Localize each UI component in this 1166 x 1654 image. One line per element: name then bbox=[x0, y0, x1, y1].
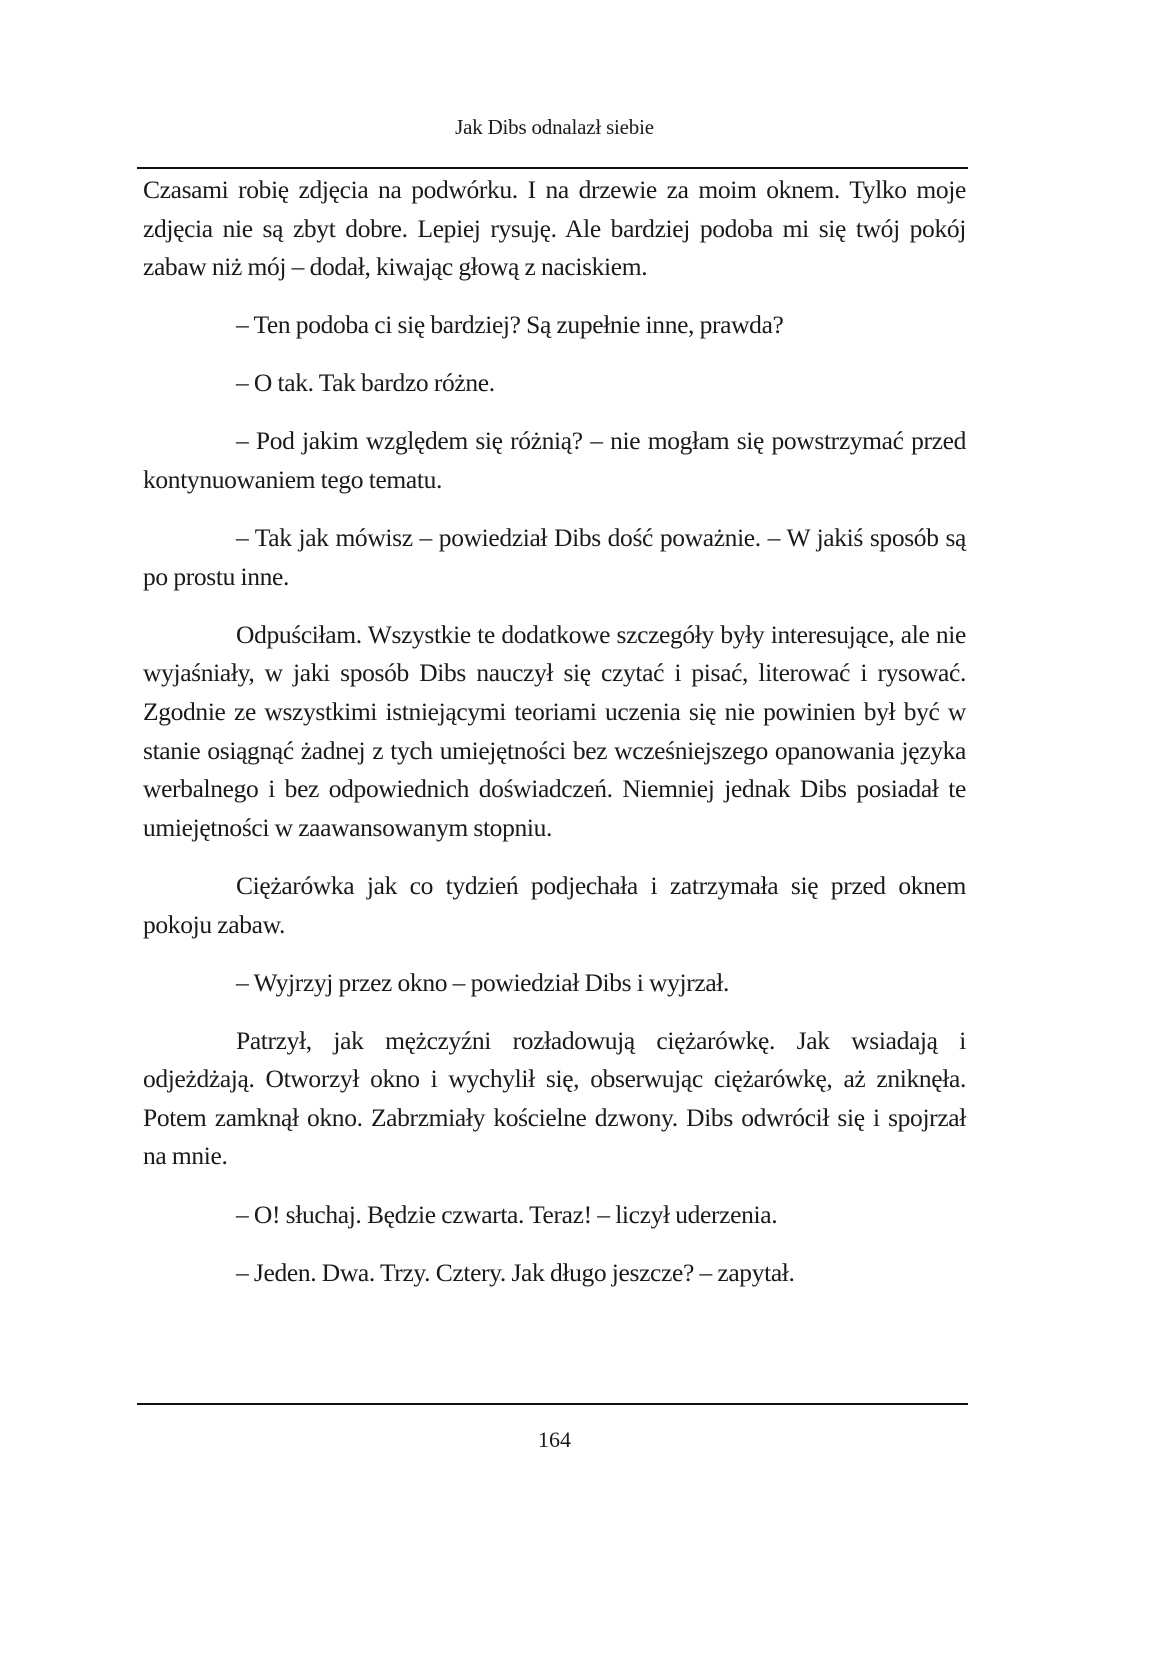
paragraph: Odpuściłam. Wszystkie te dodatkowe szczegóły były interesujące, ale nie wyjaśniały, w jaki sposób Dibs nauczył się czytać i pisać, literować i rysować. Zgodnie ze wszystkimi istniejącymi teoriami uczenia się nie powinien był być w stanie osiągnąć żadnej z tych umiejętności bez wcześniejszego opanowania języka werbalnego i bez odpowiednich doświadczeń. Niemniej jednak Dibs posiadał te umiejętności w zaawansowanym stopniu. bbox=[143, 619, 966, 842]
footer-rule bbox=[137, 1403, 968, 1405]
header-rule bbox=[137, 167, 968, 169]
dialogue-line: – Wyjrzyj przez okno – powiedział Dibs i wyjrzał. bbox=[236, 967, 730, 997]
paragraph: Ciężarówka jak co tydzień podjechała i zatrzymała się przed oknem pokoju zabaw. bbox=[143, 870, 966, 939]
dialogue-line: – Pod jakim względem się różnią? – nie mogłam się powstrzymać przed kontynuowaniem tego tematu. bbox=[143, 426, 966, 495]
dialogue-line: – Ten podoba ci się bardziej? Są zupełnie inne, prawda? bbox=[236, 310, 784, 340]
paragraph: Patrzył, jak mężczyźni rozładowują ciężarówkę. Jak wsiadają i odjeżdżają. Otworzył okno i wychylił się, obserwując ciężarówkę, aż zniknęła. Potem zamknął okno. Zabrzmiały kościelne dzwony. Dibs odwrócił się i spojrzał na mnie. bbox=[143, 1025, 966, 1171]
dialogue-line: – O tak. Tak bardzo różne. bbox=[236, 368, 495, 398]
dialogue-line: – Tak jak mówisz – powiedział Dibs dość poważnie. – W jakiś sposób są po prostu inne. bbox=[143, 523, 966, 591]
running-header: Jak Dibs odnalazł siebie bbox=[455, 115, 654, 139]
dialogue-line: – O! słuchaj. Będzie czwarta. Teraz! – liczył uderzenia. bbox=[236, 1199, 778, 1229]
page-number: 164 bbox=[538, 1427, 571, 1452]
paragraph: Czasami robię zdjęcia na podwórku. I na drzewie za moim oknem. Tylko moje zdjęcia nie są zbyt dobre. Lepiej rysuję. Ale bardziej podoba mi się twój pokój zabaw niż mój – dodał, kiwając głową z naciskiem. bbox=[143, 175, 966, 282]
page-body bbox=[143, 171, 966, 1312]
dialogue-line: – Jeden. Dwa. Trzy. Cztery. Jak długo jeszcze? – zapytał. bbox=[236, 1257, 795, 1287]
